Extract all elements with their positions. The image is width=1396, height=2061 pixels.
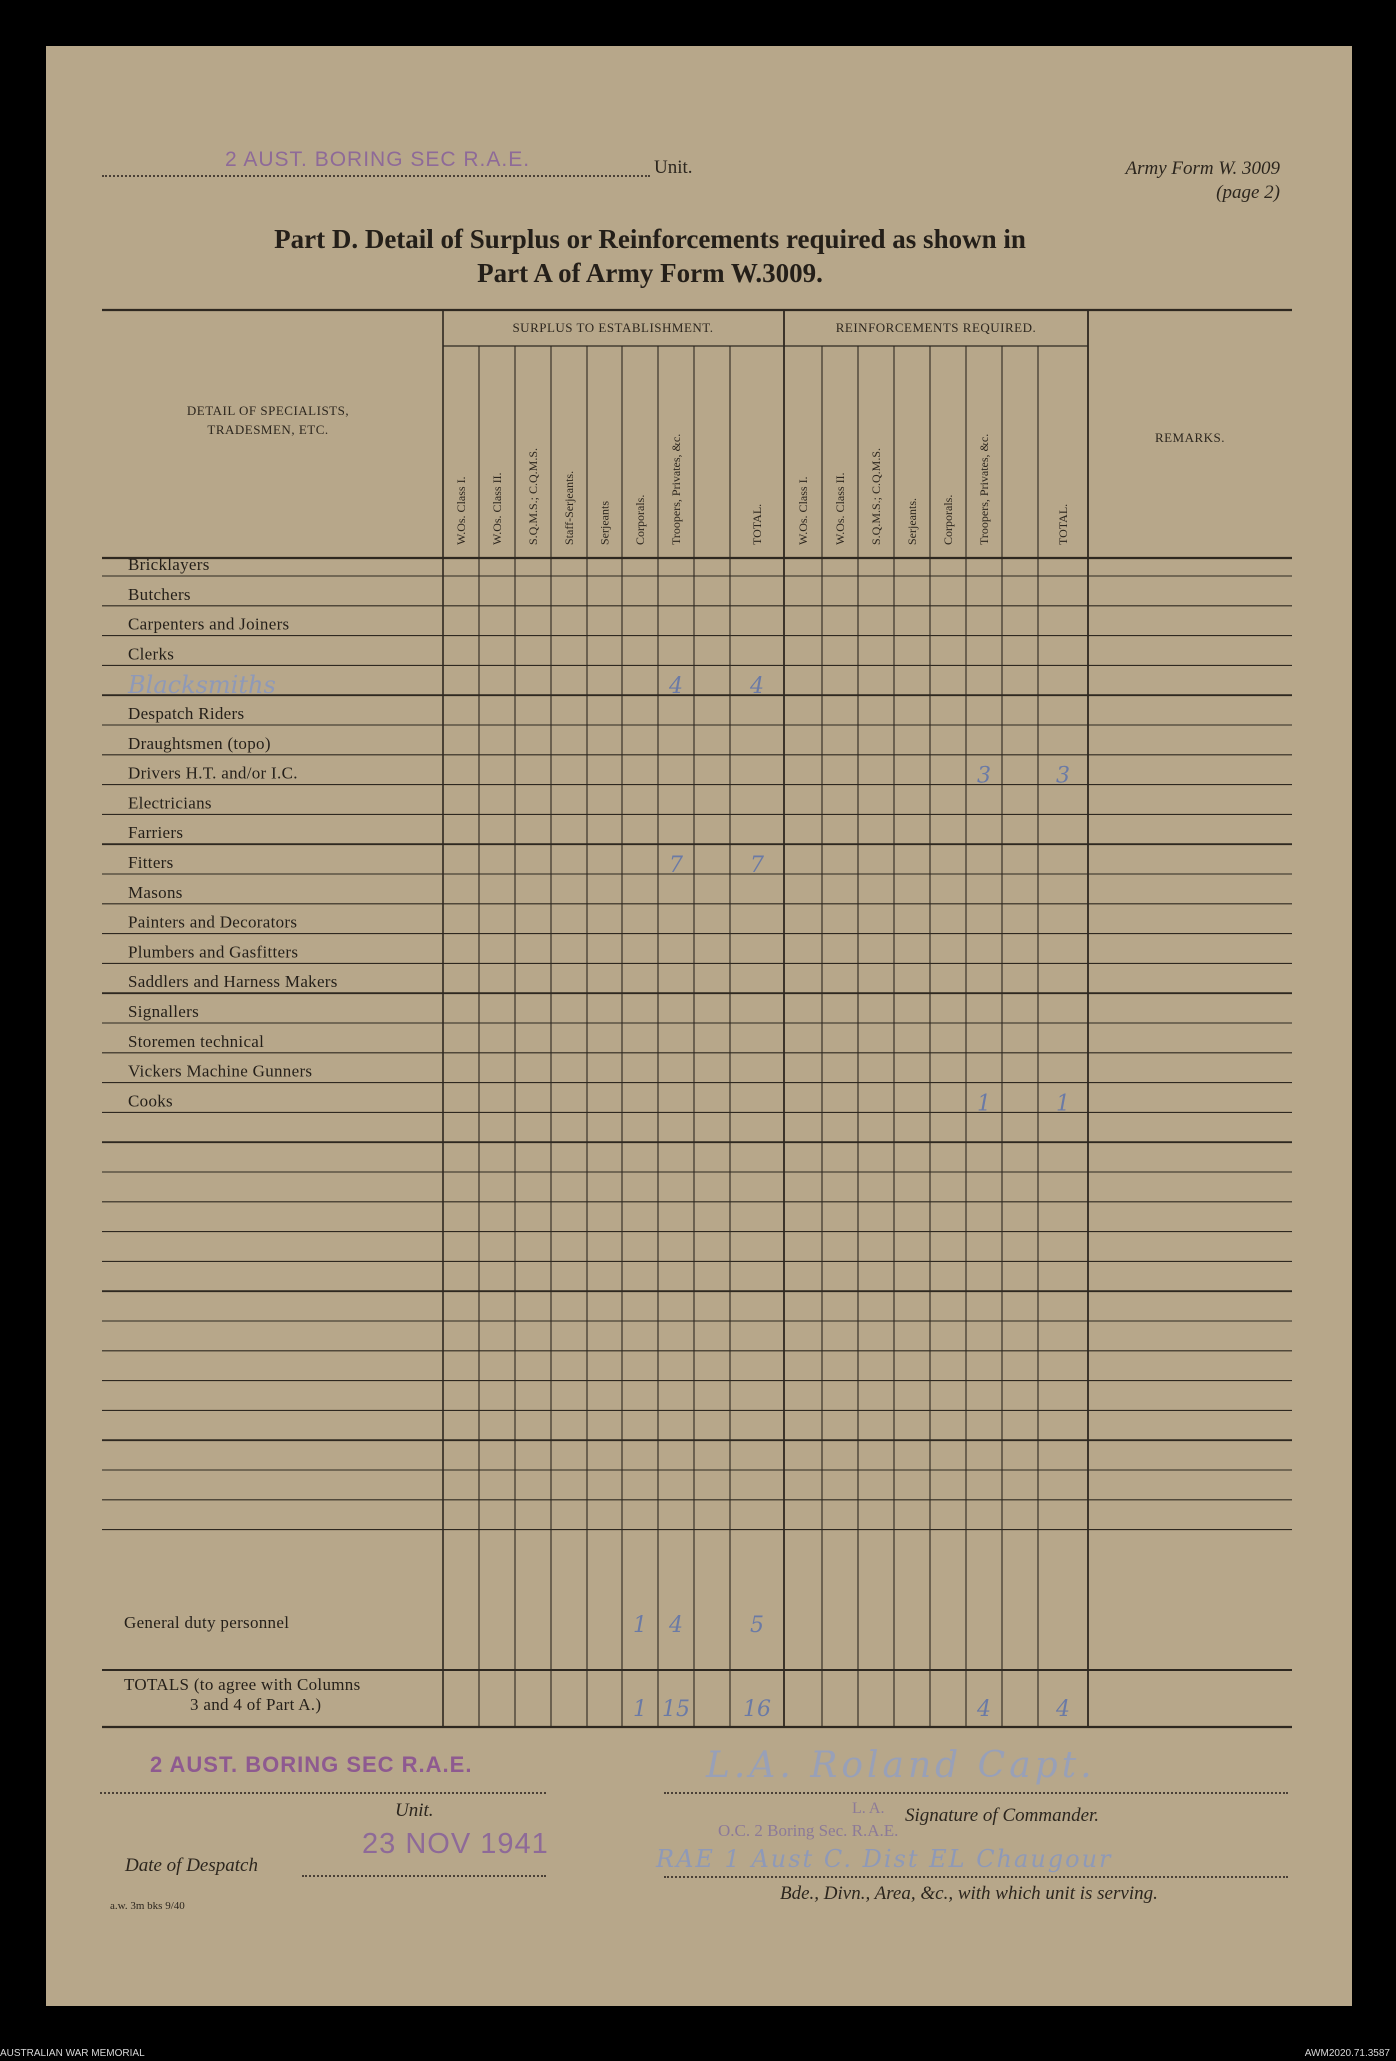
surplus-col-header: W.Os. Class I. [454,476,468,545]
unit-stamp-top: 2 AUST. BORING SEC R.A.E. [225,148,531,171]
signature-line [664,1792,1288,1794]
surplus-troopers-value: 7 [669,853,683,878]
row-label: Electricians [128,793,212,813]
archive-credit: AUSTRALIAN WAR MEMORIAL [0,2048,145,2059]
bde-line [664,1876,1288,1878]
totals-label-line-1: TOTALS (to agree with Columns [124,1675,361,1694]
row-label: Painters and Decorators [128,912,298,932]
surplus-header: SURPLUS TO ESTABLISHMENT. [512,320,714,335]
form-number-text: Army Form W. 3009 [1125,158,1280,179]
totals-reinf-troopers-value: 4 [977,1697,991,1722]
surplus-col-header: Serjeants [597,501,612,545]
bde-label: Bde., Divn., Area, &c., with which unit is serving. [780,1883,1158,1904]
unit-line-bottom [100,1792,546,1794]
totals-corporals-value: 1 [633,1697,647,1722]
gd-corporals-value: 1 [633,1613,647,1638]
unit-stamp-bottom: 2 AUST. BORING SEC R.A.E. [150,1752,473,1777]
reinf-col-header: Serjeants. [905,498,919,545]
surplus-troopers-value: 4 [669,674,683,700]
archive-id: AWM2020.71.3587 [1304,2048,1390,2059]
row-label: Carpenters and Joiners [128,614,290,634]
signature-name-stamp: L. A. [852,1800,885,1817]
reinf-col-header: W.Os. Class II. [833,472,847,545]
row-label: Cooks [128,1091,173,1111]
row-label: Storemen technical [128,1031,265,1051]
commander-signature: L.A. Roland Capt. [706,1745,1096,1786]
title-line-2: Part A of Army Form W.3009. [477,258,823,288]
reinf-col-header: Troopers, Privates, &c. [977,433,991,545]
surplus-col-header: W.Os. Class II. [490,472,504,545]
row-label: Saddlers and Harness Makers [128,972,338,992]
row-label: Plumbers and Gasfitters [128,942,299,962]
unit-label-bottom: Unit. [395,1800,434,1821]
print-code: a.w. 3m bks 9/40 [110,1900,185,1912]
reinf-total-value: 3 [1056,763,1070,789]
row-label: Draughtsmen (topo) [128,733,271,753]
totals-label-line-2: 3 and 4 of Part A.) [190,1695,322,1714]
reinf-col-header: S.Q.M.S.; C.Q.M.S. [869,447,883,545]
date-line [302,1875,546,1877]
detail-header-line-2: TRADESMEN, ETC. [207,422,329,437]
detail-header-line-1: DETAIL OF SPECIALISTS, [186,403,350,418]
row-label: Despatch Riders [128,704,245,723]
reinforcements-header: REINFORCEMENTS REQUIRED. [835,320,1037,335]
unit-label-top: Unit. [654,157,693,178]
gd-total-value: 5 [750,1613,764,1638]
signature-label: Signature of Commander. [905,1805,1100,1826]
row-label: Fitters [128,853,174,872]
row-label: Signallers [128,1002,199,1021]
row-label: Bricklayers [128,555,210,574]
form-page-text: (page 2) [1216,182,1280,203]
surplus-col-header: S.Q.M.S.; C.Q.M.S. [526,447,540,545]
date-of-despatch-label: Date of Despatch [125,1855,258,1876]
reinf-troopers-value: 3 [977,763,991,789]
row-label-handwritten: Blacksmiths [128,671,276,700]
surplus-total-value: 7 [750,853,764,878]
row-label: Butchers [128,584,191,604]
surplus-col-header: Troopers, Privates, &c. [669,433,683,545]
surplus-col-header: Staff-Serjeants. [562,470,576,545]
row-label: Drivers H.T. and/or I.C. [128,763,298,783]
bde-handwritten: RAE 1 Aust C. Dist EL Chaugour [656,1845,1113,1873]
surplus-total-value: 4 [750,674,764,700]
row-label: Farriers [128,823,184,843]
oc-stamp: O.C. 2 Boring Sec. R.A.E. [718,1821,899,1840]
title-line-1: Part D. Detail of Surplus or Reinforcements required as shown in [274,224,1026,254]
reinf-troopers-value: 1 [977,1091,991,1117]
totals-total-value: 16 [743,1697,771,1722]
reinf-col-header: W.Os. Class I. [796,476,810,545]
reinf-total-value: 1 [1056,1091,1070,1117]
row-label: Masons [128,882,183,902]
date-stamp: 23 NOV 1941 [362,1828,549,1860]
totals-troopers-value: 15 [662,1697,690,1722]
remarks-header: REMARKS. [1154,430,1226,445]
totals-reinf-total-value: 4 [1056,1697,1070,1722]
gd-troopers-value: 4 [669,1613,683,1638]
reinf-col-header: Corporals. [941,494,955,545]
row-label: Vickers Machine Gunners [128,1061,313,1081]
surplus-col-header: Corporals. [633,494,647,545]
reinf-col-header: TOTAL. [1056,503,1070,545]
row-label: Clerks [128,644,175,664]
general-duty-label: General duty personnel [124,1613,290,1632]
surplus-col-header: TOTAL. [750,503,764,545]
